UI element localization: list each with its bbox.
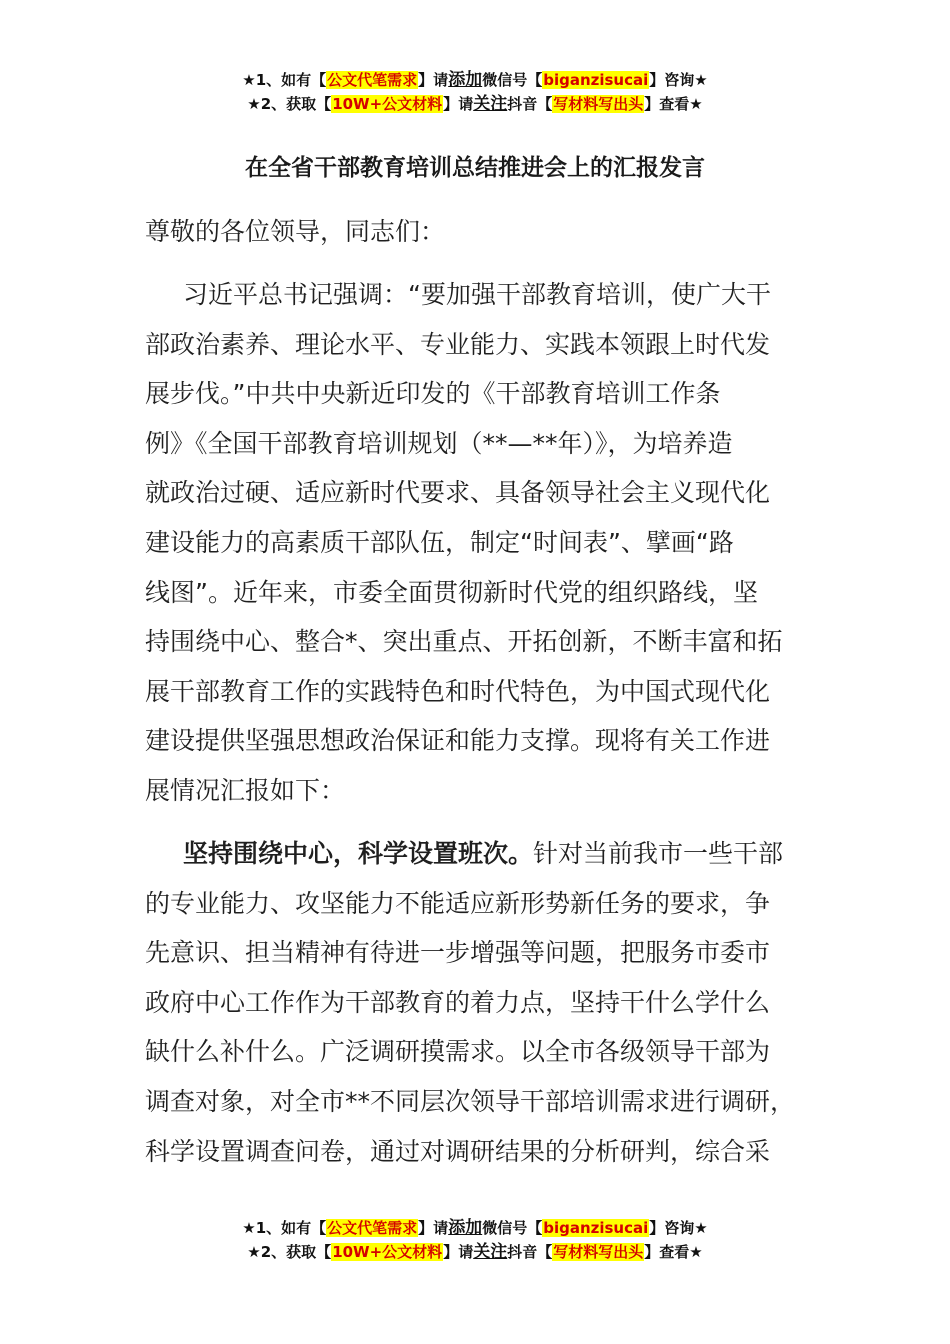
promo-text: 】咨询★ [649, 71, 708, 89]
promo-emphasis: 添加 [448, 70, 483, 90]
paragraph-line: 例》《全国干部教育培训规划（**—**年）》，为培养造 [145, 428, 733, 458]
promo-text: 微信号【 [482, 71, 543, 89]
promo-text: ★1、如有【 [242, 71, 327, 89]
promo-text: 】请 [443, 1243, 474, 1261]
promo-wechat-id: biganzisucai [543, 1219, 649, 1237]
paragraph-line: 建设能力的高素质干部队伍，制定“时间表”、擘画“路 [145, 527, 734, 557]
paragraph-section-1 [145, 829, 825, 1176]
paragraph-line: 缺什么补什么。广泛调研摸需求。以全市各级领导干部为 [145, 1037, 771, 1067]
paragraph-intro [145, 270, 825, 816]
footer-promo-banner [0, 1216, 950, 1264]
promo-wechat-id: biganzisucai [543, 71, 649, 89]
promo-text: 】请 [418, 71, 449, 89]
promo-text: 】请 [443, 95, 474, 113]
promo-highlight: 10W+公文材料 [332, 1243, 443, 1261]
paragraph-line [145, 829, 825, 879]
promo-highlight: 公文代笔需求 [327, 1219, 418, 1237]
header-promo-banner [0, 68, 950, 116]
promo-douyin-id: 写材料写出头 [553, 95, 644, 113]
promo-text: ★2、获取【 [247, 1243, 332, 1261]
paragraph-line: 政府中心工作作为干部教育的着力点，坚持干什么学什么 [145, 987, 771, 1017]
promo-text: 】查看★ [644, 95, 703, 113]
promo-emphasis: 关注 [473, 1242, 508, 1262]
paragraph-line: 科学设置调查问卷，通过对调研结果的分析研判，综合采 [145, 1136, 771, 1166]
promo-text: ★2、获取【 [247, 95, 332, 113]
paragraph-line: 的专业能力、攻坚能力不能适应新形势新任务的要求，争 [145, 888, 771, 918]
paragraph-line: 部政治素养、理论水平、专业能力、实践本领跟上时代发 [145, 329, 771, 359]
salutation [145, 207, 825, 257]
promo-line-2 [0, 1240, 950, 1264]
paragraph-line: 建设提供坚强思想政治保证和能力支撑。现将有关工作进 [145, 726, 771, 756]
promo-text: ★1、如有【 [242, 1219, 327, 1237]
paragraph-line: 持围绕中心、整合*、突出重点、开拓创新，不断丰富和拓 [145, 627, 783, 657]
promo-douyin-id: 写材料写出头 [553, 1243, 644, 1261]
promo-text: 】咨询★ [649, 1219, 708, 1237]
promo-line-1 [0, 68, 950, 92]
promo-text: 抖音【 [507, 95, 553, 113]
promo-text: 】请 [418, 1219, 449, 1237]
promo-highlight: 公文代笔需求 [327, 71, 418, 89]
promo-emphasis: 关注 [473, 94, 508, 114]
paragraph-line: 调查对象，对全市**不同层次领导干部培训需求进行调研， [145, 1086, 796, 1116]
promo-text: 】查看★ [644, 1243, 703, 1261]
paragraph-text: 针对当前我市一些干部 [533, 839, 784, 868]
paragraph-line: 线图”。近年来，市委全面贯彻新时代党的组织路线，坚 [145, 577, 758, 607]
promo-text: 微信号【 [482, 1219, 543, 1237]
paragraph-line: 就政治过硬、适应新时代要求、具备领导社会主义现代化 [145, 478, 771, 508]
document-title: 在全省干部教育培训总结推进会上的汇报发言 [245, 155, 705, 181]
promo-line-2 [0, 92, 950, 116]
salutation-text: 尊敬的各位领导，同志们： [145, 217, 446, 246]
paragraph-line: 习近平总书记强调：“要加强干部教育培训，使广大干 [183, 280, 771, 309]
section-heading: 坚持围绕中心，科学设置班次。 [183, 839, 534, 868]
paragraph-line: 展情况汇报如下： [145, 775, 346, 805]
paragraph-line: 展步伐。”中共中央新近印发的《干部教育培训工作条 [145, 379, 721, 409]
promo-text: 抖音【 [507, 1243, 553, 1261]
promo-emphasis: 添加 [448, 1218, 483, 1238]
promo-highlight: 10W+公文材料 [332, 95, 443, 113]
paragraph-line: 展干部教育工作的实践特色和时代特色，为中国式现代化 [145, 676, 771, 706]
paragraph-line: 先意识、担当精神有待进一步增强等问题，把服务市委市 [145, 938, 771, 968]
promo-line-1 [0, 1216, 950, 1240]
